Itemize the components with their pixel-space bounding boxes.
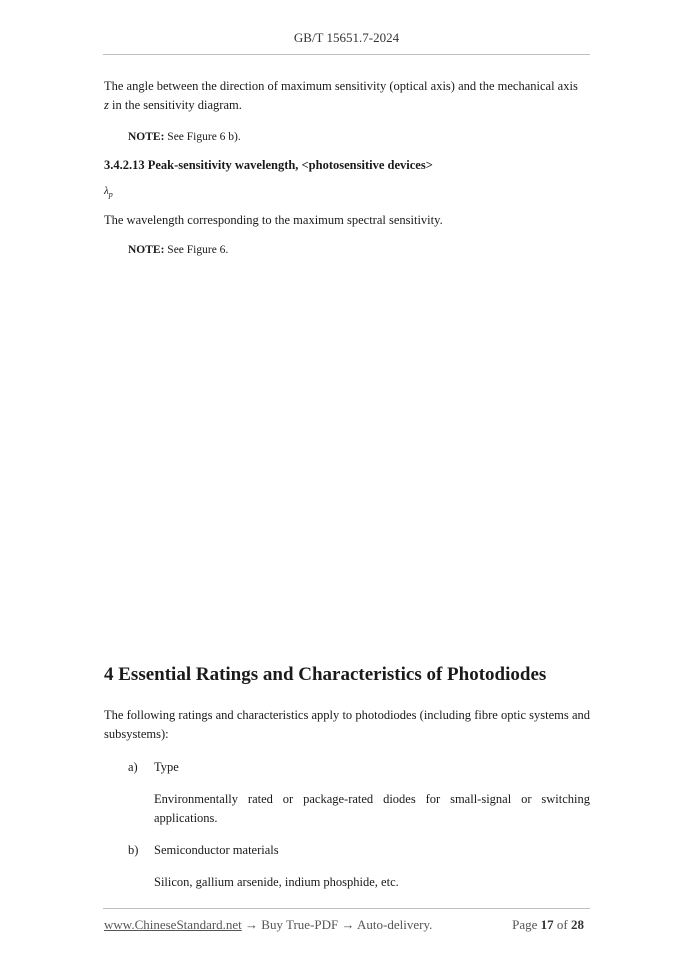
note-label: NOTE: [128, 131, 165, 143]
clause-3-content [104, 77, 590, 256]
lambda-p-symbol: $\lambda_p$ [104, 185, 113, 200]
intro-paragraph [104, 77, 590, 115]
list-label: Semiconductor materials [154, 843, 279, 857]
note-figure-6b [128, 131, 590, 143]
intro-line-1: The angle between the direction of maximum sensitivity (optical axis) and the mechanical axis [104, 79, 578, 93]
list-item-a [104, 758, 590, 777]
page-total: 28 [571, 917, 584, 932]
page-number: 17 [540, 917, 554, 932]
page-counter [512, 917, 584, 933]
footer-divider [103, 908, 590, 909]
section-4-heading: 4 Essential Ratings and Characteristics of Photodiodes [104, 664, 547, 685]
intro-line-2: in the sensitivity diagram. [108, 98, 242, 112]
running-header [0, 30, 693, 46]
note-text: See Figure 6. [164, 244, 229, 257]
section-4-intro: The following ratings and characteristics apply to photodiodes (including fibre optic systems and subsystems): [104, 708, 590, 741]
of-label: of [556, 917, 568, 932]
list-detail-b: Silicon, gallium arsenide, indium phosphide, etc. [154, 875, 399, 889]
list-item-b [104, 841, 590, 860]
promo-text: → Buy True-PDF → Auto-delivery. [241, 917, 433, 932]
clause-heading-3-4-2-13: 3.4.2.13 Peak-sensitivity wavelength, <photosensitive devices> [104, 158, 433, 172]
standard-code: GB/T 15651.7-2024 [293, 30, 400, 45]
list-marker: a) [128, 760, 138, 774]
header-divider [103, 54, 590, 55]
note-figure-6 [128, 244, 590, 256]
page-footer [104, 917, 590, 933]
list-marker: b) [128, 843, 139, 857]
definition-paragraph: The wavelength corresponding to the maximum spectral sensitivity. [104, 213, 443, 228]
note-label: NOTE: [128, 244, 165, 257]
list-label: Type [154, 760, 179, 774]
note-text: See Figure 6 b). [164, 131, 241, 143]
list-detail-a: Environmentally rated or package-rated diodes for small-signal or switching applications. [154, 792, 590, 825]
page-label: Page [512, 917, 538, 932]
section-4-body [104, 706, 590, 892]
chinesestandard-link[interactable]: www.ChineseStandard.net [104, 917, 242, 932]
axis-symbol-z: z [104, 98, 109, 112]
